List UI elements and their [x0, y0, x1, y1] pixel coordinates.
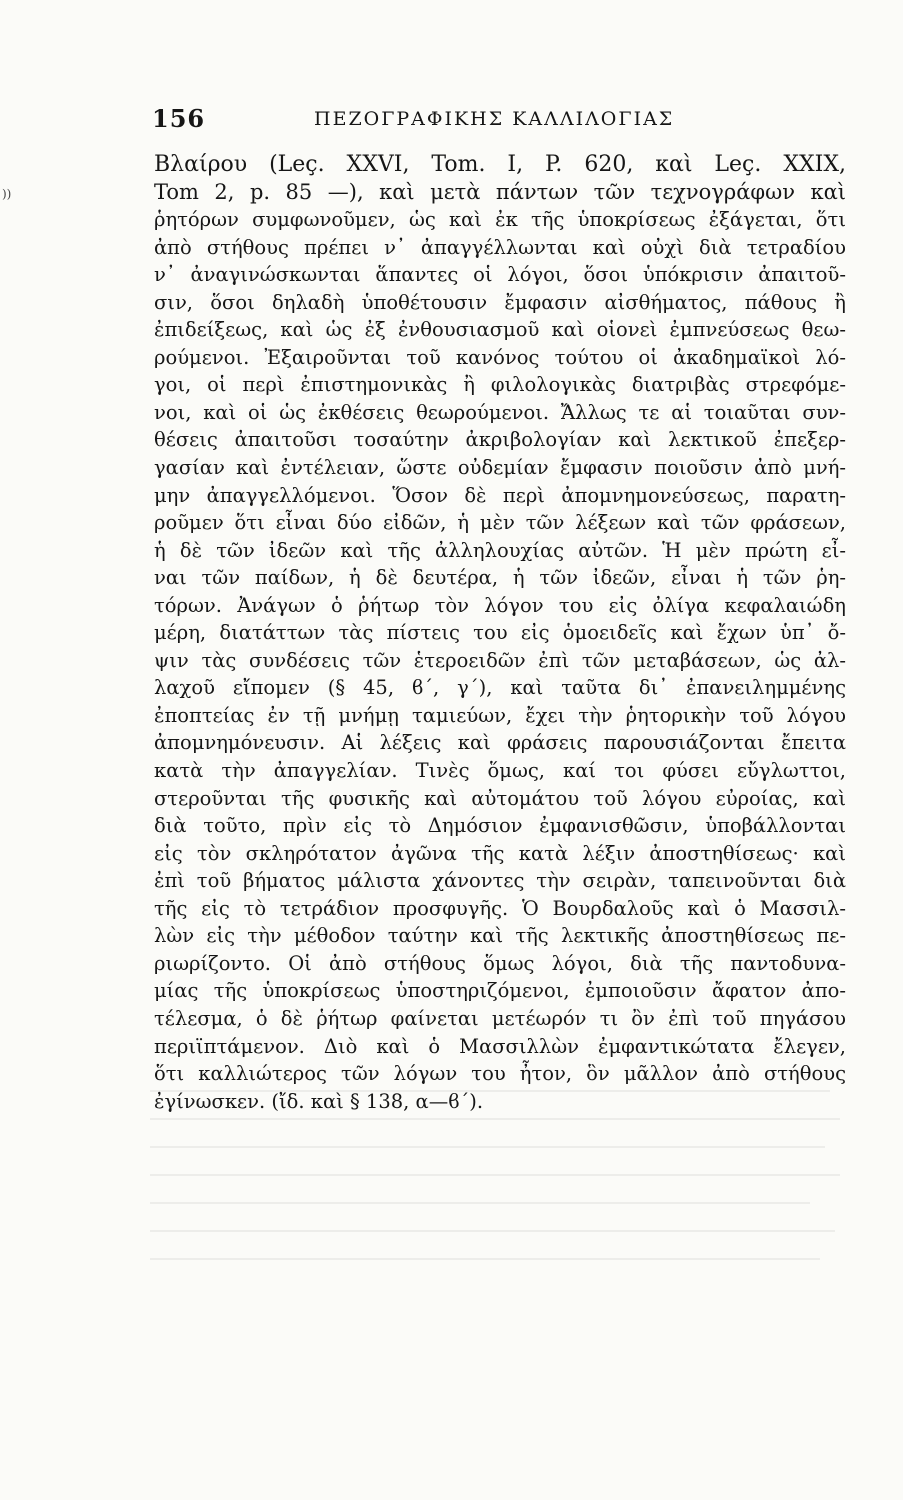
- text-line: ρούμενοι. Ἐξαιροῦνται τοῦ κανόνος τούτου οἱ ἀκαδημαϊκοὶ λό-: [154, 345, 846, 369]
- text-line: γοι, οἱ περὶ ἐπιστημονικὰς ἢ φιλολογικὰς διατριβὰς στρεφόμε-: [154, 373, 846, 397]
- text-line: νοι, καὶ οἱ ὡς ἐκθέσεις θεωρούμενοι. Ἄλλως τε αἱ τοιαῦται συν-: [154, 400, 846, 424]
- main-text: [154, 151, 846, 1115]
- show-through-line: [150, 1146, 825, 1148]
- text-line: μέρη, διατάττων τὰς πίστεις του εἰς ὁμοειδεῖς καὶ ἔχων ὑπ᾽ ὄ-: [154, 621, 846, 645]
- text-line: ἐγίνωσκεν. (ἴδ. καὶ § 138, α—ϐ΄).: [154, 1089, 484, 1113]
- show-through-line: [150, 1118, 840, 1120]
- text-line: στεροῦνται τῆς φυσικῆς καὶ αὐτομάτου τοῦ λόγου εὐροίας, καὶ: [154, 786, 846, 810]
- text-line: ν᾽ ἀναγινώσκωνται ἅπαντες οἱ λόγοι, ὅσοι ὑπόκρισιν ἀπαιτοῦ-: [154, 263, 846, 287]
- text-line: Tom 2, p. 85 —), καὶ μετὰ πάντων τῶν τεχνογράφων καὶ: [154, 179, 846, 204]
- text-line: τόρων. Ἀνάγων ὁ ῥήτωρ τὸν λόγον του εἰς ὀλίγα κεφαλαιώδη: [154, 593, 846, 617]
- text-line: ἐπὶ τοῦ βήματος μάλιστα χάνοντες τὴν σειρὰν, ταπεινοῦνται διὰ: [154, 869, 846, 893]
- text-line: μην ἀπαγγελλόμενοι. Ὅσον δὲ περὶ ἀπομνημονεύσεως, παρατη-: [154, 483, 846, 507]
- text-line: μίας τῆς ὑποκρίσεως ὑποστηριζόμενοι, ἐμποιοῦσιν ἄφατον ἀπο-: [154, 979, 846, 1003]
- show-through-line: [150, 1202, 810, 1204]
- text-line: ναι τῶν παίδων, ἡ δὲ δευτέρα, ἡ τῶν ἰδεῶν, εἶναι ἡ τῶν ῥη-: [154, 566, 846, 590]
- show-through-line: [150, 1230, 835, 1232]
- page-number: 156: [152, 104, 206, 133]
- show-through-line: [150, 1258, 820, 1260]
- text-line: λαχοῦ εἴπομεν (§ 45, ϐ΄, γ΄), καὶ ταῦτα δι᾽ ἐπανειλημμένης: [154, 676, 846, 700]
- text-line: θέσεις ἀπαιτοῦσι τοσαύτην ἀκριβολογίαν καὶ λεκτικοῦ ἐπεξερ-: [154, 428, 846, 452]
- show-through-line: [150, 1174, 840, 1176]
- text-line: ψιν τὰς συνδέσεις τῶν ἑτεροειδῶν ἐπὶ τῶν μεταβάσεων, ὡς ἀλ-: [154, 648, 846, 672]
- text-line: τέλεσμα, ὁ δὲ ῥήτωρ φαίνεται μετέωρόν τι ὂν ἐπὶ τοῦ πηγάσου: [154, 1006, 846, 1030]
- text-line: ἐποπτείας ἐν τῇ μνήμῃ ταμιεύων, ἔχει τὴν ῥητορικὴν τοῦ λόγου: [154, 703, 846, 727]
- text-line: ῥητόρων συμφωνοῦμεν, ὡς καὶ ἐκ τῆς ὑποκρίσεως ἐξάγεται, ὅτι: [154, 208, 846, 232]
- text-line: ἀπὸ στήθους πρέπει ν᾽ ἀπαγγέλλωνται καὶ οὐχὶ διὰ τετραδίου: [154, 235, 846, 259]
- text-line: σιν, ὅσοι δηλαδὴ ὑποθέτουσιν ἔμφασιν αἰσθήματος, πάθους ἢ: [154, 290, 846, 314]
- text-line: ριωρίζοντο. Οἱ ἀπὸ στήθους ὅμως λόγοι, διὰ τῆς παντοδυνα-: [154, 951, 846, 975]
- text-line: ἐπιδείξεως, καὶ ὡς ἐξ ἐνθουσιασμοῦ καὶ οἱονεὶ ἐμπνεύσεως θεω-: [154, 318, 846, 342]
- running-title: ΠΕΖΟΓΡΑΦΙΚΗΣ ΚΑΛΛΙΛΟΓΙΑΣ: [314, 108, 675, 130]
- text-line: περιϊπτάμενον. Διὸ καὶ ὁ Μασσιλλὼν ἐμφαντικώτατα ἔλεγεν,: [154, 1034, 846, 1058]
- show-through-text: [0, 1060, 903, 1500]
- text-line: ροῦμεν ὅτι εἶναι δύο εἰδῶν, ἡ μὲν τῶν λέξεων καὶ τῶν φράσεων,: [154, 511, 846, 535]
- text-line: λὼν εἰς τὴν μέθοδον ταύτην καὶ τῆς λεκτικῆς ἀποστηθίσεως πε-: [154, 924, 846, 948]
- text-line: ὅτι καλλιώτερος τῶν λόγων του ἦτον, ὃν μᾶλλον ἀπὸ στήθους: [154, 1062, 846, 1086]
- page-header: [152, 104, 852, 134]
- text-line: ἡ δὲ τῶν ἰδεῶν καὶ τῆς ἀλληλουχίας αὐτῶν. Ἡ μὲν πρώτη εἶ-: [154, 538, 846, 562]
- text-line: γασίαν καὶ ἐντέλειαν, ὥστε οὐδεμίαν ἔμφασιν ποιοῦσιν ἀπὸ μνή-: [154, 456, 846, 480]
- text-line: κατὰ τὴν ἀπαγγελίαν. Τινὲς ὅμως, καί τοι φύσει εὔγλωττοι,: [154, 759, 846, 783]
- text-line: τῆς εἰς τὸ τετράδιον προσφυγῆς. Ὁ Βουρδαλοῦς καὶ ὁ Μασσιλ-: [154, 896, 846, 920]
- text-line: εἰς τὸν σκληρότατον ἀγῶνα τῆς κατὰ λέξιν ἀποστηθίσεως· καὶ: [154, 841, 846, 865]
- text-line: διὰ τοῦτο, πρὶν εἰς τὸ Δημόσιον ἐμφανισθῶσιν, ὑποβάλλονται: [154, 814, 846, 838]
- text-line: ἀπομνημόνευσιν. Αἱ λέξεις καὶ φράσεις παρουσιάζονται ἔπειτα: [154, 731, 846, 755]
- margin-mark: )): [2, 187, 12, 201]
- text-line: Βλαίρου (Leç. XXVI, Tom. I, P. 620, καὶ Leç. XXIX,: [154, 152, 846, 177]
